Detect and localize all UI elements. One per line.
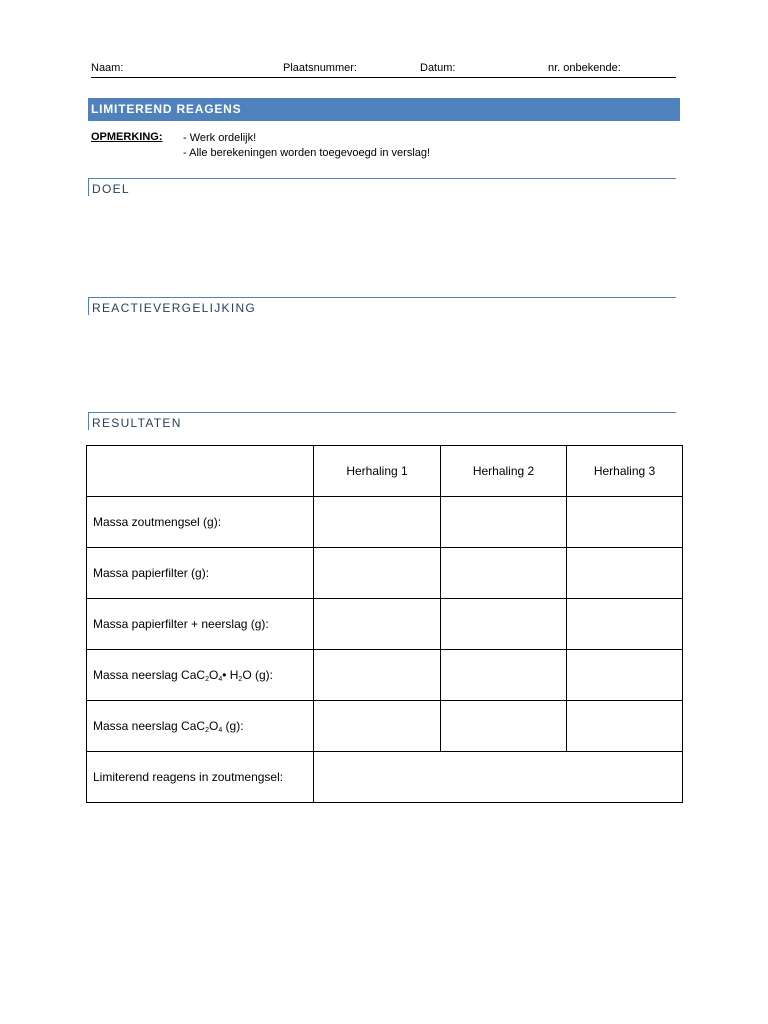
input-cell[interactable]: [441, 548, 567, 599]
section-reactievergelijking: [88, 297, 676, 315]
input-cell-merged[interactable]: [314, 752, 683, 803]
row-label-massa-papierfilter-neerslag: Massa papierfilter + neerslag (g):: [87, 599, 314, 650]
column-header-herhaling-2: Herhaling 2: [441, 446, 567, 497]
row-label-massa-zoutmengsel: Massa zoutmengsel (g):: [87, 497, 314, 548]
table-row: [87, 548, 683, 599]
subscript: 4: [218, 676, 223, 683]
input-cell[interactable]: [314, 599, 441, 650]
input-cell[interactable]: [441, 497, 567, 548]
unknown-number-label: nr. onbekende:: [548, 62, 621, 74]
table-row: [87, 650, 683, 701]
row-label-massa-papierfilter: Massa papierfilter (g):: [87, 548, 314, 599]
column-header-herhaling-1: Herhaling 1: [314, 446, 441, 497]
subscript: 2: [205, 727, 209, 734]
table-corner-cell: [87, 446, 314, 497]
input-cell[interactable]: [314, 650, 441, 701]
remark-line: - Alle berekeningen worden toegevoegd in verslag!: [183, 147, 431, 159]
label-part: Massa neerslag CaC: [93, 668, 206, 682]
name-label: Naam:: [91, 62, 124, 74]
row-label-limiterend-reagens: Limiterend reagens in zoutmengsel:: [87, 752, 314, 803]
input-cell[interactable]: [441, 599, 567, 650]
input-cell[interactable]: [567, 650, 683, 701]
results-table: [86, 445, 683, 803]
row-label-massa-neerslag: [87, 701, 314, 752]
page-title: LIMITEREND REAGENS: [88, 98, 680, 121]
input-cell[interactable]: [314, 548, 441, 599]
subscript: 2: [238, 676, 243, 683]
table-row: [87, 752, 683, 803]
input-cell[interactable]: [567, 599, 683, 650]
input-cell[interactable]: [567, 701, 683, 752]
remark-text: [183, 131, 430, 161]
remark-line: - Werk ordelijk!: [183, 132, 257, 144]
table-row: [87, 599, 683, 650]
label-part: • H: [222, 668, 239, 682]
label-part: O (g):: [242, 668, 273, 682]
table-row: [87, 497, 683, 548]
row-label-massa-neerslag-hydraat: [87, 650, 314, 701]
input-cell[interactable]: [441, 650, 567, 701]
label-part: O: [208, 719, 219, 733]
input-cell[interactable]: [314, 701, 441, 752]
input-cell[interactable]: [314, 497, 441, 548]
date-label: Datum:: [420, 62, 456, 74]
section-doel: [88, 178, 676, 196]
input-cell[interactable]: [567, 497, 683, 548]
subscript: 2: [205, 676, 209, 683]
subscript: 4: [218, 727, 223, 734]
label-part: O: [208, 668, 219, 682]
section-doel-heading: DOEL: [92, 182, 130, 196]
input-cell[interactable]: [567, 548, 683, 599]
table-row: [87, 701, 683, 752]
student-info-row: [91, 61, 676, 78]
section-resultaten-heading: RESULTATEN: [92, 416, 182, 430]
section-resultaten: [88, 412, 676, 430]
label-part: Massa neerslag CaC: [93, 719, 206, 733]
section-reactievergelijking-heading: REACTIEVERGELIJKING: [92, 301, 257, 315]
seat-number-label: Plaatsnummer:: [283, 62, 357, 74]
remark-label: OPMERKING:: [91, 131, 163, 143]
table-header-row: [87, 446, 683, 497]
column-header-herhaling-3: Herhaling 3: [567, 446, 683, 497]
input-cell[interactable]: [441, 701, 567, 752]
label-part: (g):: [222, 719, 244, 733]
